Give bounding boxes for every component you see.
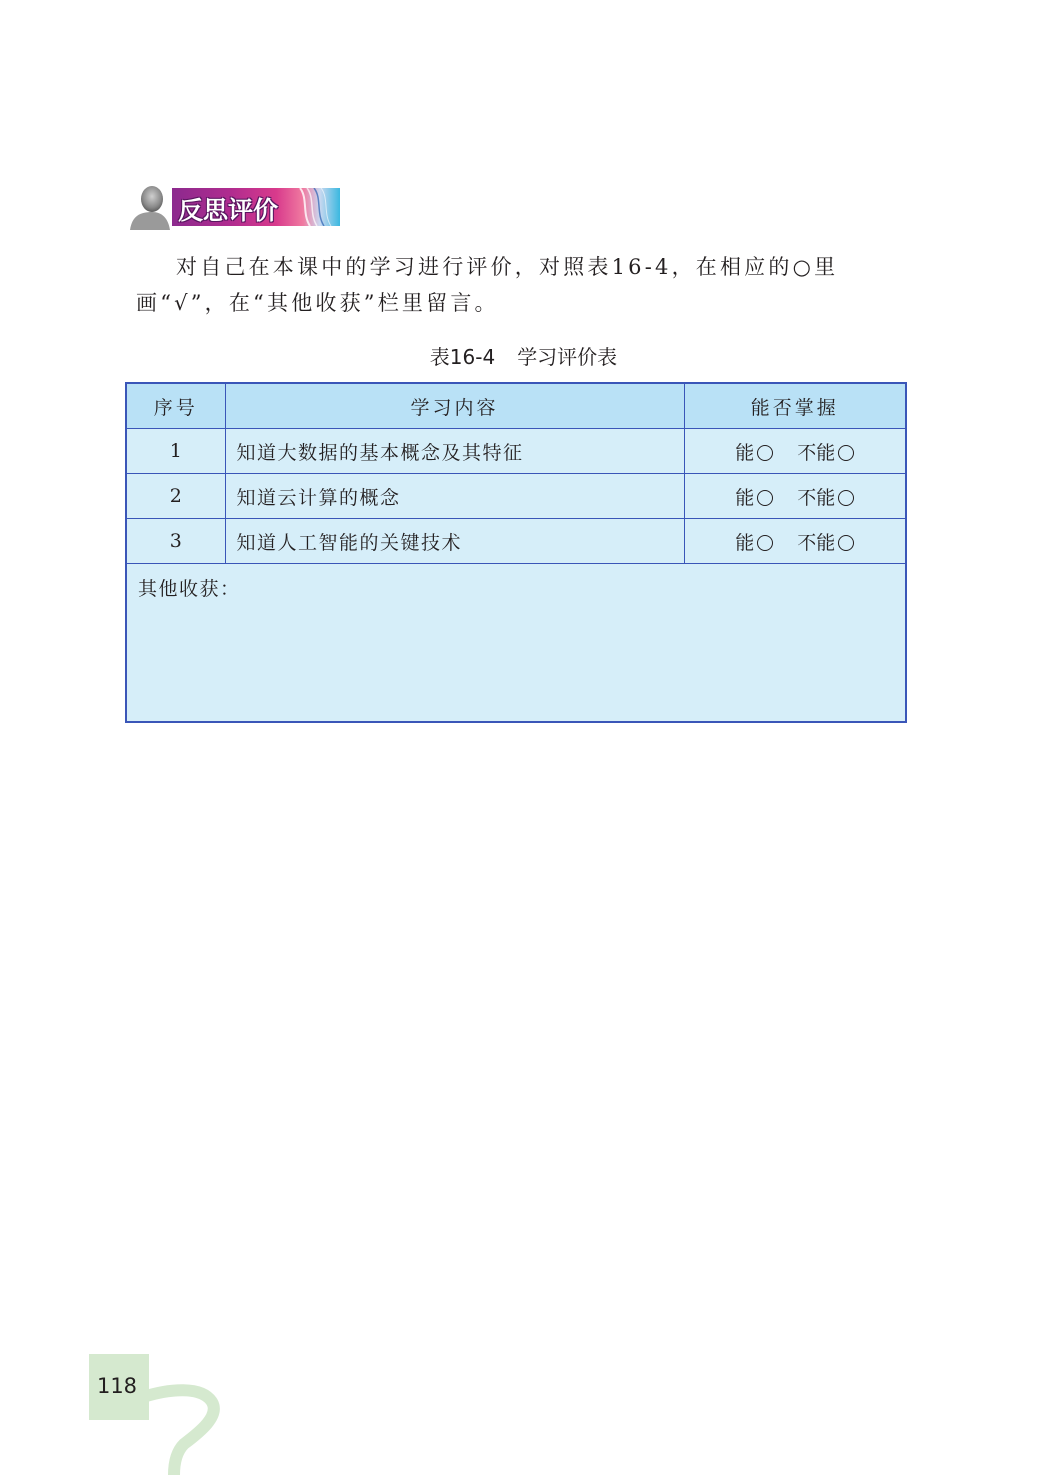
circle-checkbox-icon[interactable]	[757, 445, 773, 461]
row-options	[684, 429, 906, 474]
section-banner	[172, 188, 340, 226]
option-cannot-label: 不能	[797, 441, 836, 464]
option-can[interactable]	[735, 483, 773, 510]
row-content: 知道人工智能的关键技术	[225, 519, 684, 564]
section-header	[126, 184, 342, 230]
row-content: 知道大数据的基本概念及其特征	[225, 429, 684, 474]
circle-checkbox-icon[interactable]	[757, 490, 773, 506]
other-gains-row	[126, 564, 906, 723]
circle-checkbox-icon[interactable]	[838, 445, 854, 461]
circle-checkbox-icon[interactable]	[838, 490, 854, 506]
header-content: 学习内容	[225, 383, 684, 429]
table-row	[126, 474, 906, 519]
option-can[interactable]	[735, 528, 773, 555]
row-index: 3	[126, 519, 225, 564]
row-index: 1	[126, 429, 225, 474]
circle-checkbox-icon[interactable]	[838, 535, 854, 551]
header-index: 序号	[126, 383, 225, 429]
row-index: 2	[126, 474, 225, 519]
intro-paragraph: 对自己在本课中的学习进行评价，对照表16-4，在相应的○里画“√”，在“其他收获”栏里留言。	[136, 255, 839, 315]
option-cannot[interactable]	[797, 483, 854, 510]
option-cannot[interactable]	[797, 438, 854, 465]
decorative-stripes-icon	[294, 188, 340, 226]
section-title: 反思评价	[178, 196, 279, 225]
table-row	[126, 519, 906, 564]
other-gains-label: 其他收获：	[138, 578, 241, 600]
option-cannot-label: 不能	[797, 531, 836, 554]
option-can-label: 能	[735, 441, 755, 464]
table-caption	[0, 341, 1047, 370]
option-can-label: 能	[735, 531, 755, 554]
option-cannot[interactable]	[797, 528, 854, 555]
option-cannot-label: 不能	[797, 486, 836, 509]
row-options	[684, 519, 906, 564]
student-avatar-icon	[126, 184, 172, 230]
row-content: 知道云计算的概念	[225, 474, 684, 519]
page-number: 118	[96, 1374, 138, 1398]
circle-checkbox-icon[interactable]	[757, 535, 773, 551]
table-row	[126, 429, 906, 474]
other-gains-cell[interactable]	[126, 564, 906, 723]
table-header-row	[126, 383, 906, 429]
table-caption-number: 表16-4	[429, 345, 496, 369]
option-can[interactable]	[735, 438, 773, 465]
row-options	[684, 474, 906, 519]
table-caption-title: 学习评价表	[517, 345, 618, 369]
option-can-label: 能	[735, 486, 755, 509]
evaluation-table	[125, 382, 907, 723]
question-hook-decoration-icon	[140, 1380, 230, 1475]
header-mastery: 能否掌握	[684, 383, 906, 429]
